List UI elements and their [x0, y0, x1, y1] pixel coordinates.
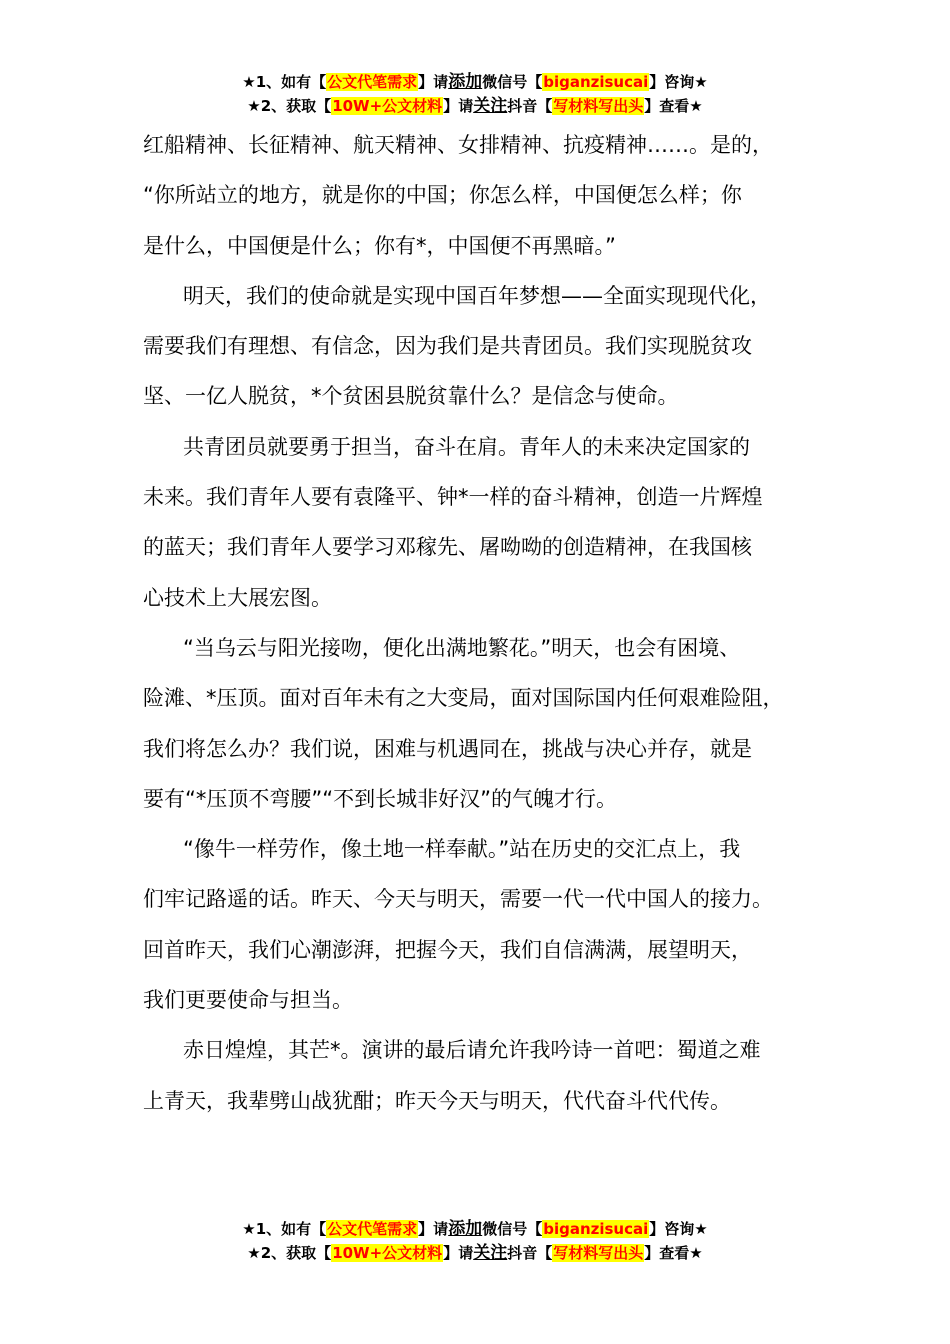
footer-line-1-prefix: ★1、如有【: [242, 1220, 327, 1238]
speech-body: [143, 120, 833, 1126]
footer-materials-highlight: 10W+公文材料: [332, 1244, 443, 1262]
body-line: 共青团员就要勇于担当，奋斗在肩。青年人的未来决定国家的: [183, 434, 750, 459]
body-line: 险滩、*压顶。面对百年未有之大变局，面对国际国内任何艰难险阻，: [143, 686, 784, 711]
body-line: 红船精神、长征精神、航天精神、女排精神、抗疫精神……。是的，: [143, 133, 773, 157]
body-line: 回首昨天，我们心潮澎湃，把握今天，我们自信满满，展望明天，: [143, 937, 752, 962]
footer-line-2-mid-2: 抖音【: [507, 1244, 553, 1262]
header-line-1-suffix: 】咨询★: [649, 73, 708, 91]
header-line-2: [0, 94, 950, 118]
header-service-highlight: 公文代笔需求: [327, 73, 418, 91]
header-douyin-id: 写材料写出头: [553, 97, 644, 115]
header-line-2-suffix: 】查看★: [644, 97, 703, 115]
header-line-2-mid-2: 抖音【: [507, 97, 553, 115]
header-line-1: [0, 70, 950, 94]
header-line-1-mid-2: 微信号【: [482, 73, 543, 91]
footer-add-emphasis: 添加: [448, 1219, 483, 1239]
header-line-1-prefix: ★1、如有【: [242, 73, 327, 91]
header-add-emphasis: 添加: [448, 72, 483, 92]
header-line-2-mid: 】请: [443, 97, 474, 115]
body-line: 坚、一亿人脱贫，*个贫困县脱贫靠什么？是信念与使命。: [143, 384, 679, 409]
header-banner: [0, 70, 950, 118]
body-line: “你所站立的地方，就是你的中国；你怎么样，中国便怎么样；你: [143, 183, 742, 208]
body-line: 未来。我们青年人要有袁隆平、钟*一样的奋斗精神，创造一片辉煌: [143, 485, 763, 510]
body-line: 的蓝天；我们青年人要学习邓稼先、屠呦呦的创造精神，在我国核: [143, 535, 752, 560]
footer-line-2: [0, 1241, 950, 1265]
footer-follow-emphasis: 关注: [473, 1243, 508, 1263]
footer-service-highlight: 公文代笔需求: [327, 1220, 418, 1238]
footer-line-1-suffix: 】咨询★: [649, 1220, 708, 1238]
header-materials-highlight: 10W+公文材料: [332, 97, 443, 115]
footer-line-2-mid: 】请: [443, 1244, 474, 1262]
footer-line-1: [0, 1217, 950, 1241]
body-line: “像牛一样劳作，像土地一样奉献。”站在历史的交汇点上，我: [183, 837, 741, 862]
body-line: 上青天，我辈劈山战犹酣；昨天今天与明天，代代奋斗代代传。: [143, 1088, 731, 1113]
body-line: 我们更要使命与担当。: [143, 988, 353, 1013]
footer-line-1-mid-2: 微信号【: [482, 1220, 543, 1238]
header-wechat-id: biganzisucai: [543, 73, 649, 91]
body-line: 需要我们有理想、有信念，因为我们是共青团员。我们实现脱贫攻: [143, 334, 752, 359]
header-line-2-prefix: ★2、获取【: [247, 97, 332, 115]
body-line: 们牢记路遥的话。昨天、今天与明天，需要一代一代中国人的接力。: [143, 887, 773, 912]
body-line: 我们将怎么办？我们说，困难与机遇同在，挑战与决心并存，就是: [143, 736, 752, 761]
footer-banner: [0, 1217, 950, 1265]
footer-line-1-mid: 】请: [418, 1220, 449, 1238]
header-line-1-mid: 】请: [418, 73, 449, 91]
footer-douyin-id: 写材料写出头: [553, 1244, 644, 1262]
body-line: “当乌云与阳光接吻，便化出满地繁花。”明天，也会有困境、: [183, 635, 741, 660]
body-line: 是什么，中国便是什么；你有*，中国便不再黑暗。”: [143, 233, 616, 258]
body-line: 赤日煌煌，其芒*。演讲的最后请允许我吟诗一首吧：蜀道之难: [183, 1038, 761, 1063]
footer-line-2-prefix: ★2、获取【: [247, 1244, 332, 1262]
footer-wechat-id: biganzisucai: [543, 1220, 649, 1238]
footer-line-2-suffix: 】查看★: [644, 1244, 703, 1262]
body-line: 心技术上大展宏图。: [143, 585, 332, 610]
body-line: 要有“*压顶不弯腰”“不到长城非好汉”的气魄才行。: [143, 786, 618, 811]
header-follow-emphasis: 关注: [473, 96, 508, 116]
body-line: 明天，我们的使命就是实现中国百年梦想——全面实现现代化，: [183, 283, 771, 308]
